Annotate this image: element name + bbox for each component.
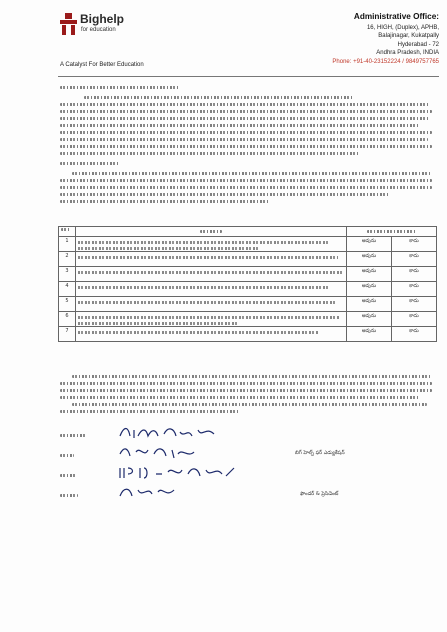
text-line <box>60 117 430 120</box>
text-line <box>60 145 432 148</box>
table-row: 4 అవును కాదు <box>59 282 437 297</box>
office-title: Administrative Office: <box>353 12 439 21</box>
text-line <box>60 110 432 113</box>
handwritten-signature-name <box>118 424 218 442</box>
field-label <box>60 454 74 457</box>
text-line <box>60 131 432 134</box>
text-line <box>72 375 432 378</box>
text-line <box>60 152 360 155</box>
tagline: A Catalyst For Better Education <box>60 62 144 68</box>
office-phone: Phone: +91-40-23152224 / 9849757765 <box>332 58 439 65</box>
table-row: 3 అవును కాదు <box>59 267 437 282</box>
office-address-block <box>332 13 439 66</box>
text-line <box>60 86 180 89</box>
text-line <box>72 172 432 175</box>
text-line <box>72 403 427 406</box>
handwritten-signature-school <box>118 464 238 482</box>
closing-paragraph <box>60 375 437 425</box>
text-line <box>60 389 432 392</box>
address-line: Balajinagar, Kukatpally <box>378 33 439 39</box>
text-line <box>60 186 432 189</box>
text-line <box>60 193 390 196</box>
text-line <box>60 138 428 141</box>
handwritten-signature-mandal <box>118 484 178 502</box>
signatory-title: ఫౌండర్ & ప్రెసిడెంట్ <box>300 491 339 497</box>
brand-subtitle: for education <box>81 27 116 33</box>
header-divider <box>58 76 439 77</box>
field-label <box>60 434 86 437</box>
field-label <box>60 474 76 477</box>
brand-name: Bighelp <box>80 12 124 26</box>
text-line <box>60 124 420 127</box>
text-line <box>60 162 120 165</box>
text-line <box>60 410 240 413</box>
table-row: 5 అవును కాదు <box>59 297 437 312</box>
text-line <box>60 200 270 203</box>
address-line: 16, HIGH, (Duplex), APHB, <box>366 24 439 31</box>
bighelp-logo-icon <box>60 13 77 35</box>
text-line <box>60 103 430 106</box>
letter-body <box>60 86 437 221</box>
text-line <box>60 179 432 182</box>
table-header-row <box>59 227 437 237</box>
text-line <box>84 96 354 99</box>
address-line: Hyderabad - 72 <box>397 41 439 48</box>
handwritten-signature-village <box>118 444 198 462</box>
field-label <box>60 494 78 497</box>
org-name: బిగ్ హెల్ప్ ఫర్ ఎడ్యుకేషన్ <box>295 450 345 456</box>
table-row: 6 అవును కాదు <box>59 312 437 327</box>
table-row: 1 అవును కాదు <box>59 237 437 252</box>
table-row: 7 అవును కాదు <box>59 327 437 342</box>
address-line: Andhra Pradesh, INDIA <box>376 50 439 56</box>
text-line <box>60 382 432 385</box>
text-line <box>60 396 420 399</box>
table-row: 2 అవును కాదు <box>59 252 437 267</box>
questionnaire-table <box>58 226 437 342</box>
